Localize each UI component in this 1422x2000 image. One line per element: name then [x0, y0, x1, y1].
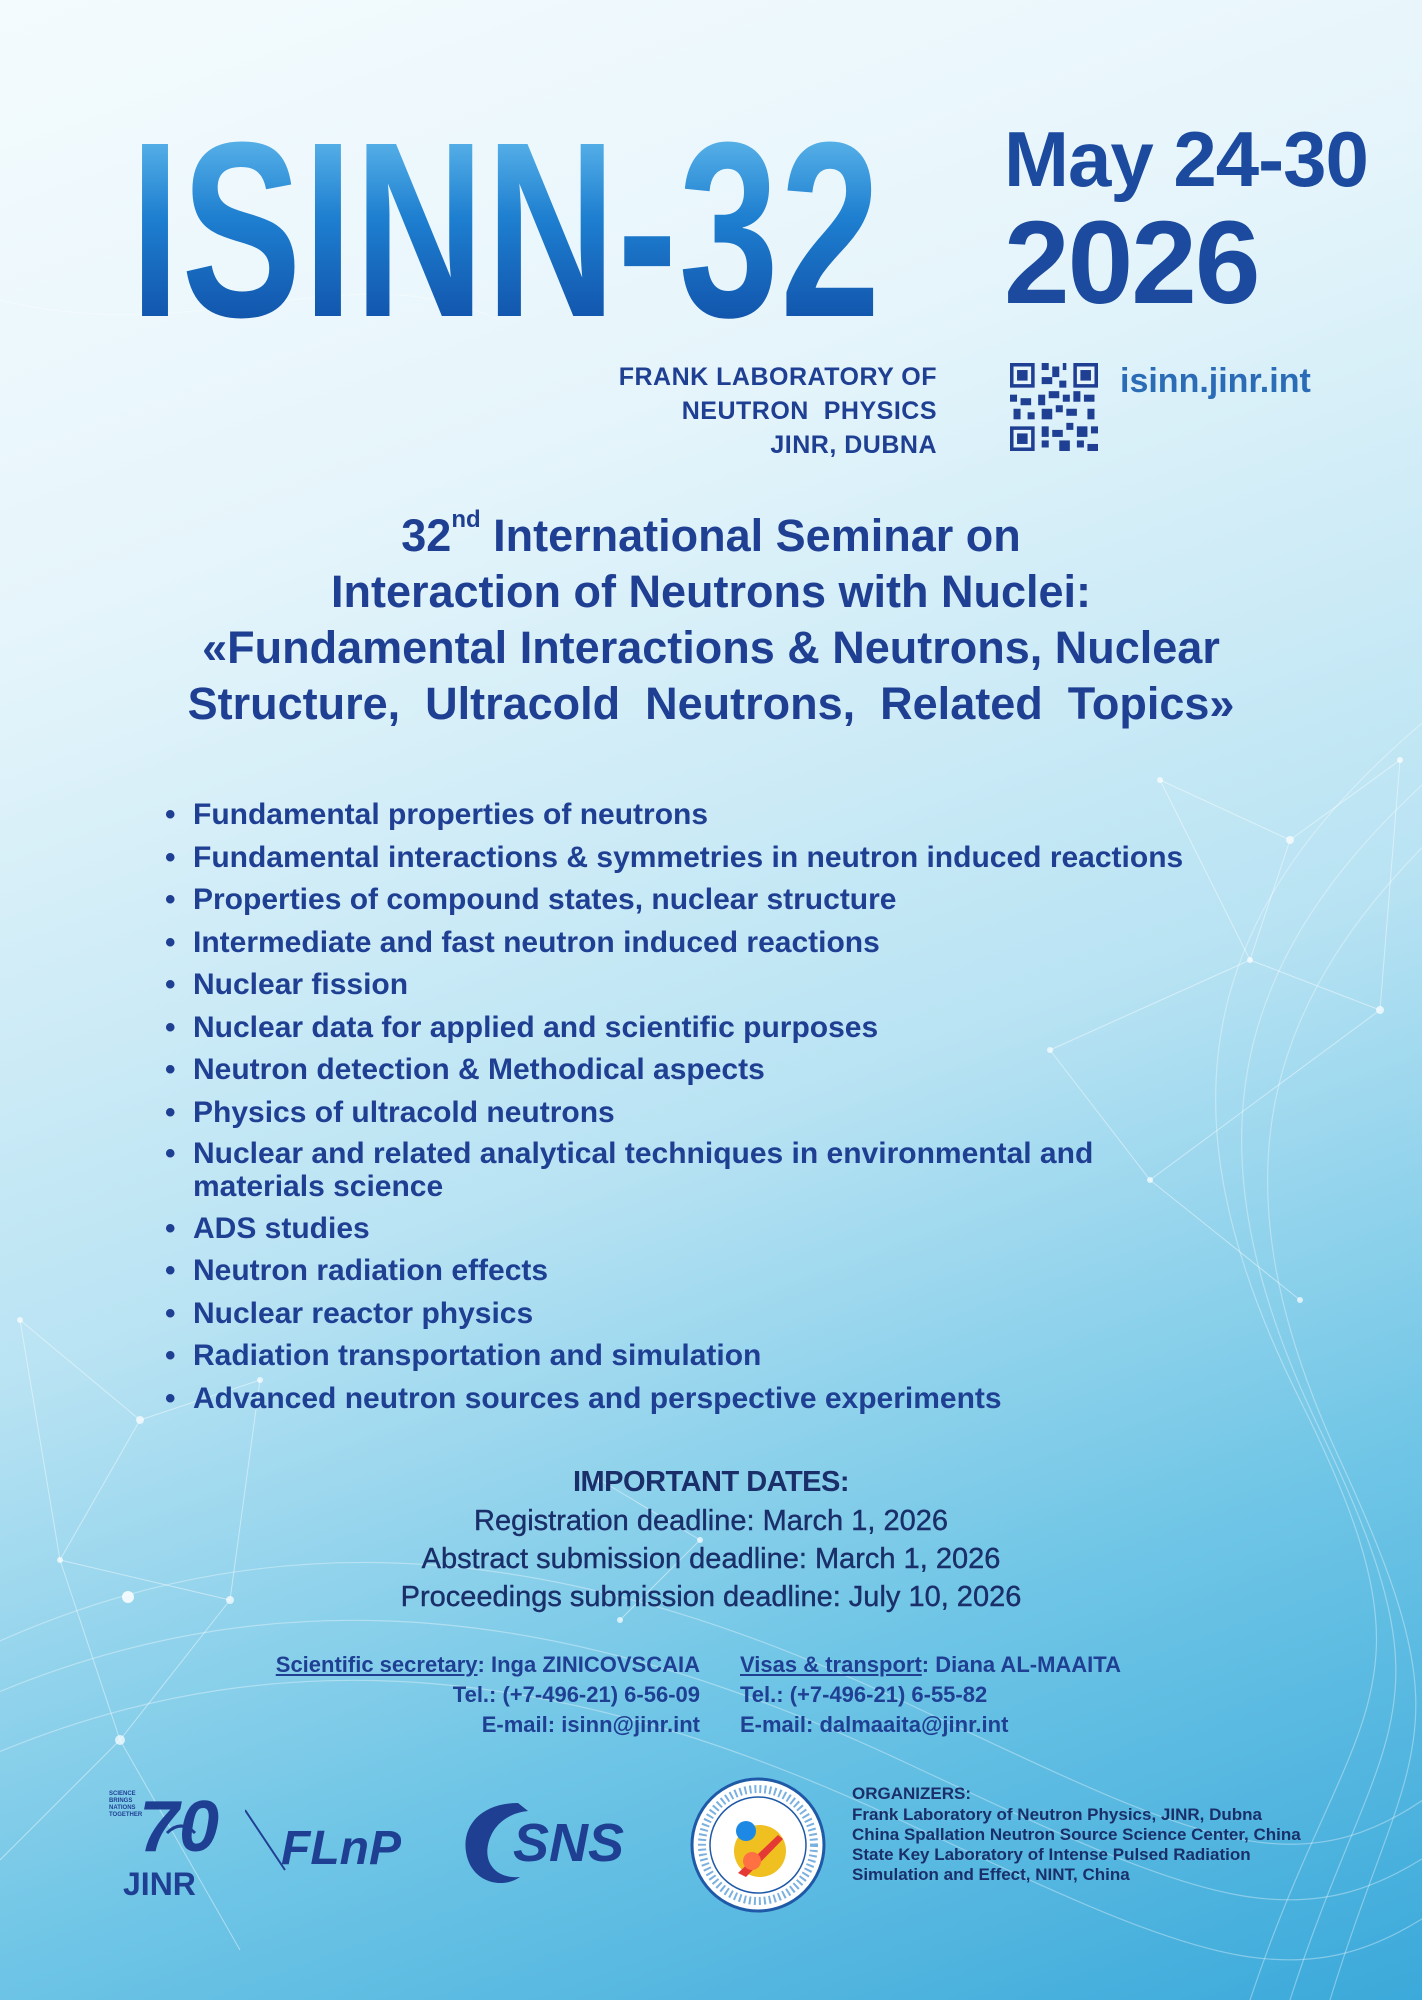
- sns-text: SNS: [513, 1813, 625, 1873]
- organizers-block: [852, 1784, 1312, 1885]
- contact-visas-transport: [740, 1650, 1121, 1740]
- event-dates: [1004, 115, 1368, 329]
- contact-name-line: [276, 1650, 700, 1680]
- contact-email[interactable]: E-mail: dalmaaita@jinr.int: [740, 1712, 1009, 1737]
- proceedings-deadline: Proceedings submission deadline: July 10, 2026: [400, 1581, 1022, 1613]
- jinr-motto-3: NATIONS: [109, 1805, 136, 1811]
- seminar-line-2: Interaction of Neutrons with Nuclei:: [330, 566, 1092, 617]
- topics-list: [165, 797, 1285, 1423]
- topic-item: • Properties of compound states, nuclear structure: [165, 882, 1285, 917]
- jinr-motto-1: SCIENCE: [109, 1791, 136, 1797]
- contact-tel: Tel.: (+7-496-21) 6-55-82: [740, 1682, 988, 1707]
- topic-item: • Nuclear data for applied and scientific purposes: [165, 1010, 1285, 1045]
- contact-tel: Tel.: (+7-496-21) 6-56-09: [452, 1682, 700, 1707]
- topic-item: • Nuclear and related analytical techniques in environmental and materials science: [165, 1137, 1285, 1203]
- topic-item: • Radiation transportation and simulation: [165, 1338, 1285, 1373]
- contact-email[interactable]: E-mail: isinn@jinr.int: [481, 1712, 700, 1737]
- seminar-ordinal: nd: [451, 506, 481, 533]
- organizer-lab: [619, 360, 937, 462]
- jinr-motto-2: BRINGS: [109, 1798, 133, 1804]
- topic-item: • Neutron radiation effects: [165, 1253, 1285, 1288]
- topic-item: • Neutron detection & Methodical aspects: [165, 1052, 1285, 1087]
- contact-name: : Inga ZINICOVSCAIA: [477, 1652, 700, 1677]
- organizer-line: Simulation and Effect, NINT, China: [852, 1865, 1130, 1884]
- topic-item: • Nuclear fission: [165, 967, 1285, 1002]
- jinr-logo: [105, 1773, 235, 1903]
- organizer-line: China Spallation Neutron Source Science Center, China: [852, 1825, 1301, 1844]
- jinr-motto-4: TOGETHER: [109, 1812, 143, 1818]
- topic-item: • ADS studies: [165, 1211, 1285, 1246]
- seminar-title: [0, 508, 1422, 732]
- nint-seal-logo: [688, 1775, 828, 1915]
- topic-item: • Advanced neutron sources and perspective experiments: [165, 1381, 1285, 1416]
- event-year: 2026: [1004, 197, 1259, 329]
- seminar-line-1: [0, 508, 1422, 564]
- topic-item: • Nuclear reactor physics: [165, 1296, 1285, 1331]
- important-dates-heading: IMPORTANT DATES:: [572, 1466, 850, 1498]
- lab-line-3: JINR, DUBNA: [770, 431, 937, 459]
- jinr-text: JINR: [123, 1866, 196, 1902]
- contact-name: : Diana AL-MAAITA: [921, 1652, 1121, 1677]
- flnp-text: FLnP: [281, 1822, 401, 1875]
- abstract-deadline: Abstract submission deadline: March 1, 2026: [421, 1543, 1001, 1575]
- seminar-line-1-rest: International Seminar on: [480, 510, 1021, 561]
- contact-role: Scientific secretary: [275, 1652, 478, 1677]
- organizers-heading: ORGANIZERS:: [852, 1784, 971, 1803]
- contact-role: Visas & transport: [740, 1652, 922, 1677]
- topic-item: • Intermediate and fast neutron induced reactions: [165, 925, 1285, 960]
- event-title: ISINN-32: [130, 90, 882, 369]
- jinr-70: 70: [139, 1787, 220, 1867]
- topic-item: • Fundamental interactions & symmetries in neutron induced reactions: [165, 840, 1285, 875]
- flnp-logo: [245, 1800, 445, 1885]
- seminar-number: 32: [401, 510, 452, 561]
- qr-code-icon[interactable]: [1010, 362, 1098, 452]
- important-dates: [0, 1462, 1422, 1616]
- sns-logo: [458, 1785, 668, 1895]
- organizer-line: State Key Laboratory of Intense Pulsed Radiation: [852, 1845, 1251, 1864]
- lab-line-1: FRANK LABORATORY OF: [618, 363, 937, 391]
- topic-item: • Physics of ultracold neutrons: [165, 1095, 1285, 1130]
- registration-deadline: Registration deadline: March 1, 2026: [474, 1505, 948, 1537]
- organizer-line: Frank Laboratory of Neutron Physics, JINR, Dubna: [852, 1805, 1262, 1824]
- contact-name-line: [740, 1650, 1121, 1680]
- website-link[interactable]: isinn.jinr.int: [1120, 362, 1311, 400]
- seminar-line-4: Structure, Ultracold Neutrons, Related Topics»: [187, 678, 1235, 729]
- lab-line-2: NEUTRON PHYSICS: [681, 397, 937, 425]
- topic-item: • Fundamental properties of neutrons: [165, 797, 1285, 832]
- seminar-line-3: «Fundamental Interactions & Neutrons, Nuclear: [202, 622, 1220, 673]
- contact-scientific-secretary: [276, 1650, 700, 1740]
- date-range: May 24-30: [1004, 115, 1368, 203]
